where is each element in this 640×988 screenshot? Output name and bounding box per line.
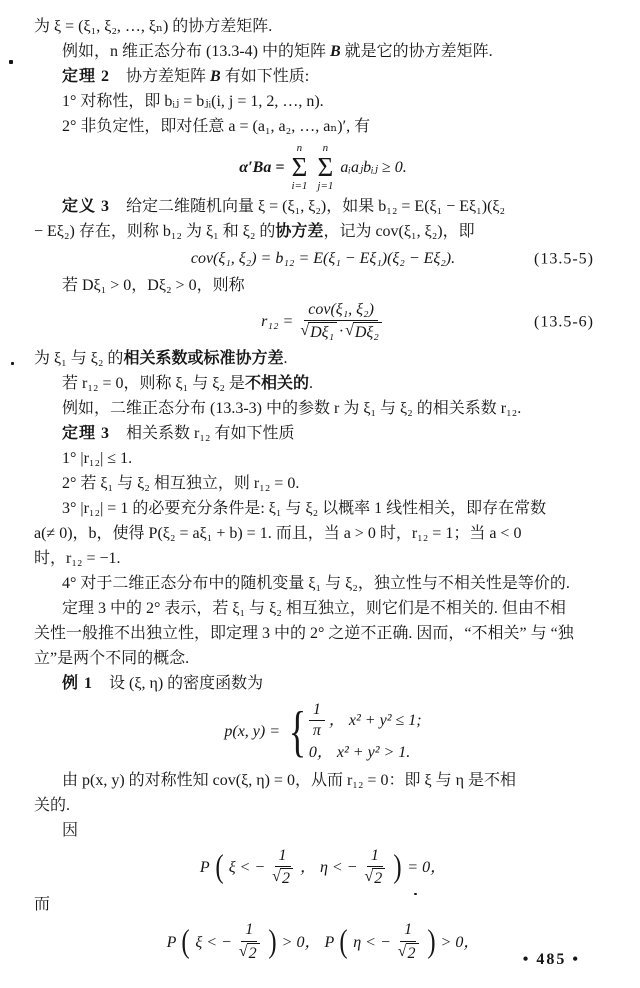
fraction	[239, 921, 260, 963]
theorem3-heading	[34, 421, 612, 446]
sum-upper-limit: n	[296, 142, 303, 154]
probability-symbol: P	[199, 858, 210, 876]
radical-sign: √	[397, 942, 407, 960]
radical-sign: √	[272, 867, 281, 885]
radical-sign: √	[345, 322, 354, 340]
line-text: 2° 非负定性，即对任意 a = (a₁, a₂, …, aₙ)′, 有	[62, 118, 371, 135]
text-line	[34, 892, 612, 917]
line-text: 有如下性质:	[220, 68, 310, 85]
line-text: 立”是两个不同的概念.	[34, 649, 190, 667]
equation-density-function	[34, 701, 612, 763]
line-text: 因	[62, 821, 79, 839]
matrix-B-symbol: B	[210, 68, 221, 85]
left-brace: {	[288, 700, 307, 763]
line-text: 例如，二维正态分布 (13.3-3) 中的参数 r 为 ξ₁ 与 ξ₂ 的相关系数 r₁₂.	[62, 399, 522, 417]
definition-label: 定义 3	[62, 198, 111, 215]
radicand: 2	[280, 868, 293, 888]
text-line	[34, 646, 612, 671]
case-condition: 0， x² + y² > 1.	[308, 743, 411, 761]
line-text: 4° 对于二维正态分布中的随机变量 ξ₁ 与 ξ₂，独立性与不相关性是等价的.	[62, 574, 570, 592]
property-4-line	[34, 571, 612, 596]
equation-lhs: p(x, y) =	[224, 723, 281, 741]
theorem2-heading	[34, 64, 612, 89]
line-text: .	[283, 349, 288, 367]
equation-lhs: r₁₂ =	[261, 313, 294, 331]
equation-number: (13.5-6)	[534, 313, 594, 331]
property-1-line	[34, 446, 612, 471]
term-covariance: 协方差	[275, 223, 324, 240]
equation-quadratic-form	[34, 143, 612, 192]
line-text: 关性一般推不出独立性，即定理 3 中的 2° 之逆不正确. 因而，“不相关” 与 “独	[34, 624, 574, 642]
left-paren: (	[181, 924, 191, 961]
line-text: 而	[34, 896, 51, 914]
theorem-label: 定理 2	[62, 68, 111, 85]
fraction-numerator: 1	[241, 921, 257, 941]
line-text: ，记为 cov(ξ₁, ξ₂)，即	[323, 223, 475, 240]
line-text: 为 ξ = (ξ₁, ξ₂, …, ξₙ) 的协方差矩阵.	[34, 18, 273, 35]
term-correlation-coefficient: 相关系数或标准协方差	[123, 349, 284, 367]
line-text: 设 (ξ, η) 的密度函数为	[93, 674, 264, 692]
fraction-denominator	[272, 867, 293, 888]
fraction-numerator: 1	[367, 847, 383, 867]
piecewise-cases	[284, 701, 422, 763]
line-text: 为 ξ₁ 与 ξ₂ 的	[34, 349, 124, 367]
line-text: 就是它的协方差矩阵.	[340, 43, 493, 60]
text-line	[34, 768, 612, 793]
inequality-text: ξ < −	[195, 933, 232, 951]
text-line	[34, 273, 612, 298]
property-1-line	[34, 89, 612, 114]
property-2-line	[34, 471, 612, 496]
sigma-symbol: Σ	[291, 152, 308, 182]
line-text: 相关系数 r₁₂ 有如下性质	[110, 424, 295, 442]
text-line	[34, 521, 612, 546]
sum-lower-limit: i=1	[291, 180, 308, 192]
text-line	[34, 396, 612, 421]
text-line	[34, 793, 612, 818]
sum-operator	[317, 143, 333, 192]
fraction	[398, 921, 419, 963]
probability-symbol: P	[166, 933, 177, 951]
scan-artifact-dot	[414, 893, 417, 895]
text-line	[34, 14, 612, 39]
sum-operator	[291, 143, 307, 192]
sqrt-expression	[300, 322, 337, 342]
sqrt-expression	[345, 322, 382, 342]
equation-rhs: > 0，	[281, 933, 321, 951]
equation-13-5-6	[34, 301, 612, 343]
equation-rhs: = 0，	[407, 858, 447, 876]
line-text: 2° 若 ξ₁ 与 ξ₂ 相互独立，则 r₁₂ = 0.	[62, 474, 300, 492]
line-text: 例如，n 维正态分布 (13.3-4) 中的矩阵	[62, 43, 330, 60]
definition3-line	[34, 194, 612, 219]
radical-sign: √	[300, 322, 310, 340]
line-text: 给定二维随机向量 ξ = (ξ₁, ξ₂)，如果 b₁₂ = E(ξ₁ − Eξ₁)(ξ₂	[110, 198, 506, 215]
theorem-label: 定理 3	[62, 424, 111, 442]
fraction-numerator: 1	[309, 701, 325, 721]
radicand: Dξ₂	[353, 322, 382, 342]
line-text: 时，r₁₂ = −1.	[34, 549, 121, 567]
case-condition: ， x² + y² ≤ 1;	[328, 711, 422, 729]
right-paren: )	[268, 924, 277, 961]
fraction-denominator	[300, 321, 382, 342]
text-line	[34, 371, 612, 396]
line-text: 若 r₁₂ = 0，则称 ξ₁ 与 ξ₂ 是	[62, 374, 245, 392]
line-text: 关的.	[34, 796, 71, 814]
example1-heading	[34, 671, 612, 696]
equation-joint-probability	[34, 847, 612, 889]
line-text: 由 p(x, y) 的对称性知 cov(ξ, η) = 0，从而 r₁₂ = 0：即 ξ 与 η 是不相	[62, 771, 516, 789]
line-text: 若 Dξ₁ > 0，Dξ₂ > 0，则称	[62, 277, 245, 294]
text-line	[34, 596, 612, 621]
line-text: .	[308, 374, 313, 392]
fraction-denominator	[239, 942, 260, 963]
equation-number: (13.5-5)	[534, 250, 594, 267]
text-line	[34, 621, 612, 646]
fraction-numerator: cov(ξ₁, ξ₂)	[304, 301, 378, 321]
left-paren: (	[339, 924, 348, 961]
text-line	[34, 346, 612, 371]
radical-sign: √	[238, 942, 248, 960]
inequality-text: η < −	[353, 933, 391, 951]
equation-lhs: α′Ba =	[239, 159, 285, 176]
line-text: 1° |r₁₂| ≤ 1.	[62, 449, 133, 467]
line-text: 1° 对称性，即 bᵢⱼ = bⱼᵢ(i, j = 1, 2, …, n).	[62, 93, 324, 110]
fraction-denominator	[364, 867, 385, 888]
multiplication-dot: ·	[339, 323, 344, 341]
page-number: • 485 •	[522, 951, 580, 968]
text-line	[34, 818, 612, 843]
right-paren: )	[393, 849, 402, 886]
fraction	[364, 847, 385, 889]
probability-symbol: P	[324, 933, 335, 951]
equation-body: cov(ξ₁, ξ₂) = b₁₂ = E(ξ₁ − Eξ₁)(ξ₂ − Eξ₂).	[190, 250, 456, 267]
example-label: 例 1	[62, 674, 94, 692]
equation-13-5-5	[34, 246, 612, 271]
sigma-symbol: Σ	[317, 152, 334, 182]
right-paren: )	[426, 924, 436, 961]
radical-sign: √	[364, 867, 374, 885]
text-line	[34, 219, 612, 244]
scan-artifact-dot	[11, 362, 14, 365]
line-text: a(≠ 0)，b，使得 P(ξ₂ = aξ₁ + b) = 1. 而且，当 a > 0 时，r₁₂ = 1；当 a < 0	[34, 524, 522, 542]
line-text: 3° |r₁₂| = 1 的必要充分条件是: ξ₁ 与 ξ₂ 以概率 1 线性相关，即存在常数	[62, 499, 547, 517]
sum-upper-limit: n	[322, 142, 329, 154]
inequality-text: ， η < −	[299, 858, 358, 876]
fraction-numerator: 1	[275, 847, 291, 867]
line-text: 定理 3 中的 2° 表示，若 ξ₁ 与 ξ₂ 相互独立，则它们是不相关的. 但由不相	[62, 599, 566, 617]
fraction	[309, 701, 325, 741]
text-line	[34, 39, 612, 64]
radicand: 2	[247, 943, 260, 963]
term-uncorrelated: 不相关的	[244, 374, 309, 392]
radicand: 2	[372, 868, 385, 888]
equation-rhs: > 0，	[440, 933, 480, 951]
text-line	[34, 546, 612, 571]
inequality-text: ξ < −	[228, 858, 266, 876]
property-2-line	[34, 114, 612, 139]
radicand: 2	[406, 943, 419, 963]
scan-artifact-dot	[9, 60, 13, 64]
left-paren: (	[215, 849, 224, 886]
sum-lower-limit: j=1	[317, 180, 334, 192]
line-text: 协方差矩阵	[110, 68, 211, 85]
fraction-denominator	[398, 942, 419, 963]
property-3-line	[34, 496, 612, 521]
fraction-numerator: 1	[400, 921, 416, 941]
fraction-denominator: π	[312, 722, 321, 740]
equation-rhs: aᵢaⱼbᵢⱼ ≥ 0.	[340, 159, 407, 176]
fraction	[272, 847, 293, 889]
radicand: Dξ₁	[308, 322, 337, 342]
matrix-B-symbol: B	[330, 43, 341, 60]
fraction	[300, 301, 382, 343]
line-text: − Eξ₂) 存在，则称 b₁₂ 为 ξ₁ 和 ξ₂ 的	[34, 223, 276, 240]
